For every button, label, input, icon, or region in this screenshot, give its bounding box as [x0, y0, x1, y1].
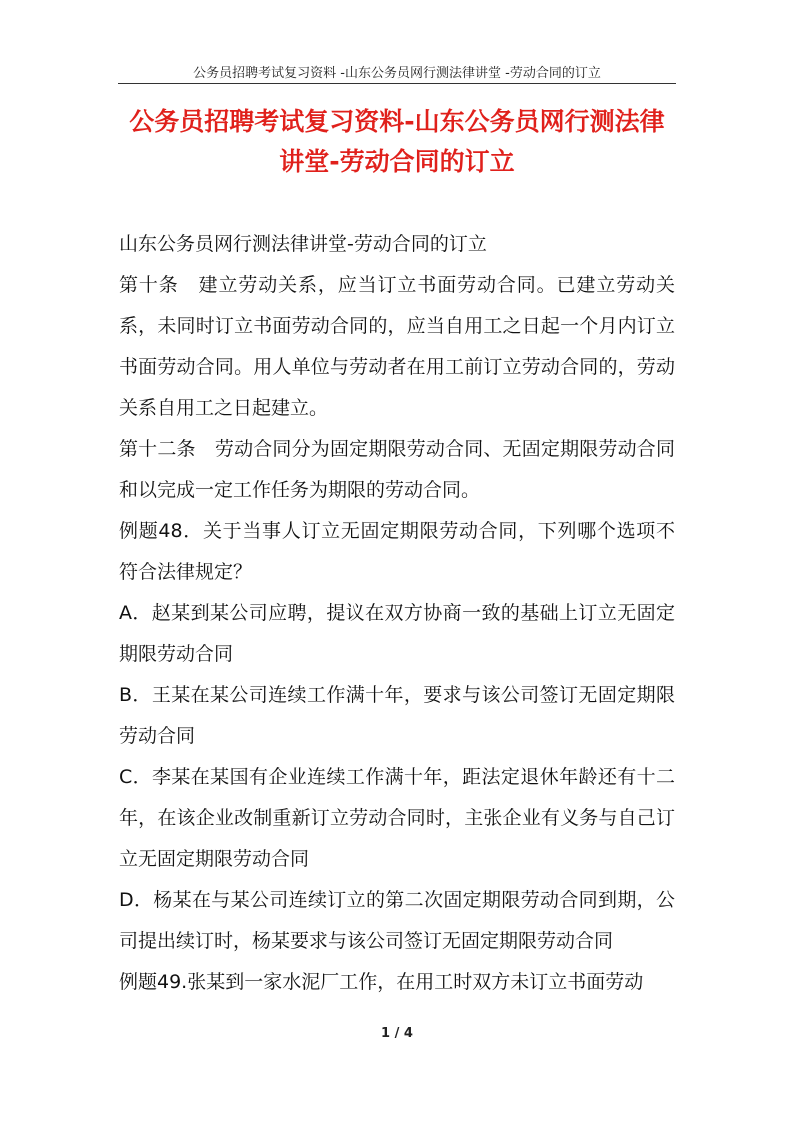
paragraph-option-d: D．杨某在与某公司连续订立的第二次固定期限劳动合同到期，公司提出续订时，杨某要求与该公司签订无固定期限劳动合同	[119, 889, 675, 952]
paragraph-article-10: 第十条 建立劳动关系，应当订立书面劳动合同。已建立劳动关系，未同时订立书面劳动合同的，应当自用工之日起一个月内订立书面劳动合同。用人单位与劳动者在用工前订立劳动合同的，劳动关系自用工之日起建立。	[119, 274, 675, 419]
paragraph-option-b: B．王某在某公司连续工作满十年，要求与该公司签订无固定期限劳动合同	[119, 684, 675, 747]
running-header: 公务员招聘考试复习资料 -山东公务员网行测法律讲堂 -劳动合同的订立	[193, 66, 601, 81]
paragraph-option-a: A．赵某到某公司应聘，提议在双方协商一致的基础上订立无固定期限劳动合同	[119, 602, 675, 665]
paragraph-option-c: C．李某在某国有企业连续工作满十年，距法定退休年龄还有十二年，在该企业改制重新订立劳动合同时，主张企业有义务与自己订立无固定期限劳动合同	[119, 766, 675, 870]
paragraph-example-48: 例题48．关于当事人订立无固定期限劳动合同，下列哪个选项不符合法律规定？	[119, 520, 675, 583]
document-body	[119, 224, 675, 1003]
document-title: 公务员招聘考试复习资料-山东公务员网行测法律讲堂-劳动合同的订立	[129, 107, 665, 176]
paragraph-example-49: 例题49.张某到一家水泥厂工作，在用工时双方未订立书面劳动	[119, 971, 644, 993]
paragraph-article-12: 第十二条 劳动合同分为固定期限劳动合同、无固定期限劳动合同和以完成一定工作任务为期限的劳动合同。	[119, 438, 675, 501]
header-divider	[118, 83, 676, 84]
page-number: 1 / 4	[381, 1026, 413, 1041]
paragraph-subtitle: 山东公务员网行测法律讲堂-劳动合同的订立	[119, 233, 487, 255]
